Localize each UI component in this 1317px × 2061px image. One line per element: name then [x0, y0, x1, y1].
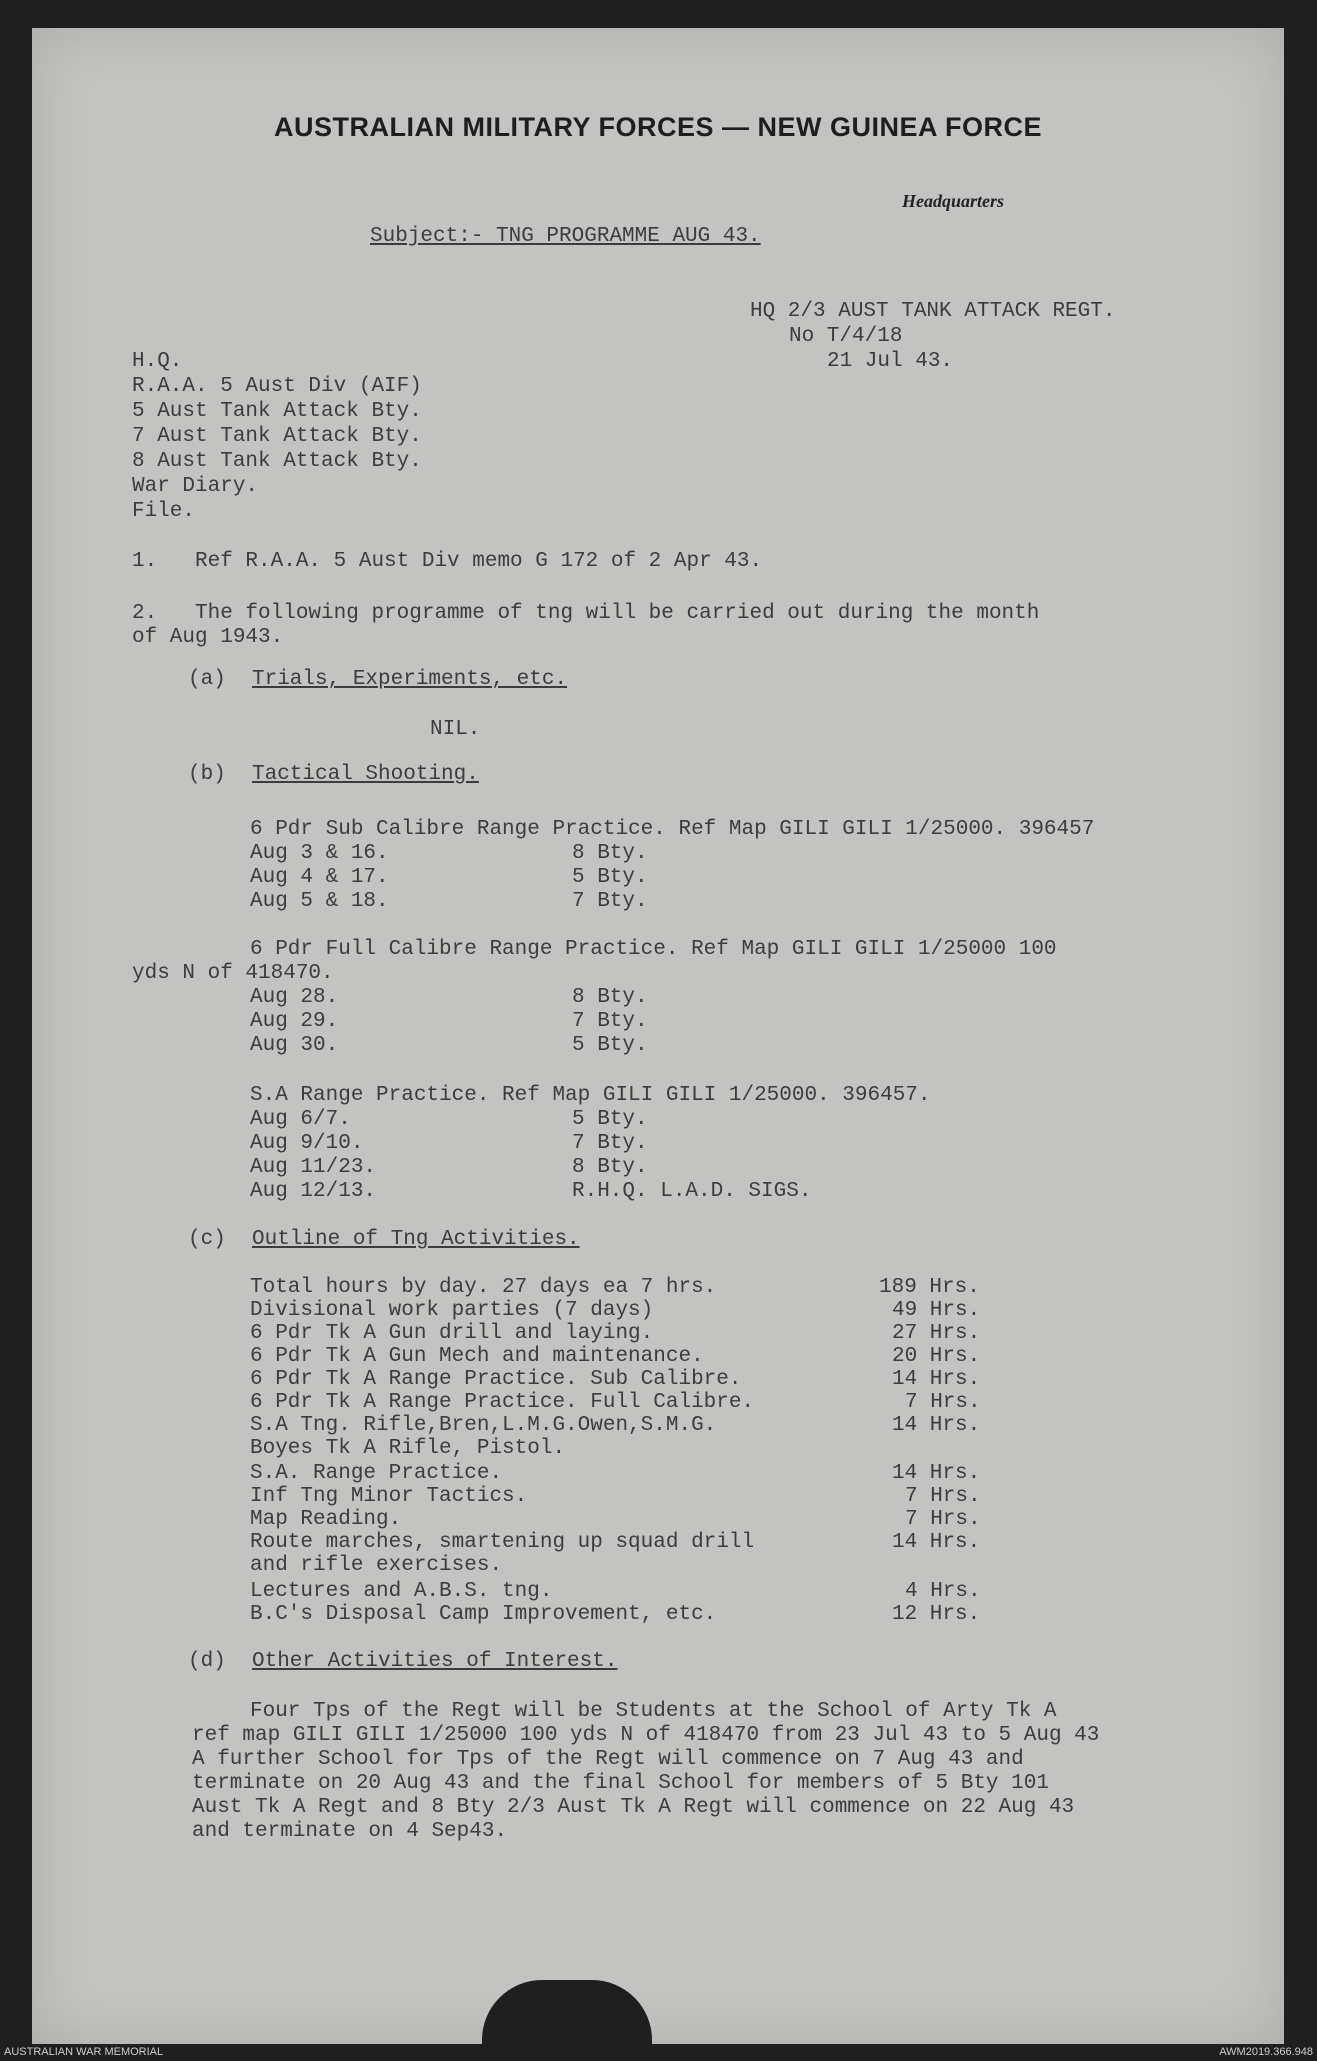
activity-item: Boyes Tk A Rifle, Pistol. [250, 1437, 566, 1460]
schedule-date: Aug 11/23. [250, 1156, 377, 1179]
section-d-line: Four Tps of the Regt will be Students at the School of Arty Tk A [250, 1700, 1057, 1723]
activity-hours: 14 Hrs. [892, 1462, 981, 1485]
paragraph-2-line: 2. The following programme of tng will be carried out during the month [132, 602, 1040, 625]
section-b-label: (b) [188, 763, 226, 786]
section-d-line: Aust Tk A Regt and 8 Bty 2/3 Aust Tk A Regt will commence on 22 Aug 43 [192, 1796, 1075, 1819]
addressee: R.A.A. 5 Aust Div (AIF) [132, 375, 422, 398]
sa-range-title: S.A Range Practice. Ref Map GILI GILI 1/25000. 396457. [250, 1084, 931, 1107]
sub-calibre-title: 6 Pdr Sub Calibre Range Practice. Ref Map GILI GILI 1/25000. 396457 [250, 818, 1095, 841]
activity-item: Divisional work parties (7 days) [250, 1299, 654, 1322]
schedule-unit: 8 Bty. [572, 1156, 648, 1179]
section-a-label: (a) [188, 668, 226, 691]
activity-hours: 4 Hrs. [905, 1580, 981, 1603]
activity-item: Total hours by day. 27 days ea 7 hrs. [250, 1276, 717, 1299]
activity-hours: 49 Hrs. [892, 1299, 981, 1322]
schedule-unit: 5 Bty. [572, 1108, 648, 1131]
torn-edge [482, 1980, 652, 2060]
section-c-label: (c) [188, 1228, 226, 1251]
headquarters-label: Headquarters [902, 191, 1005, 211]
activity-hours: 7 Hrs. [905, 1391, 981, 1414]
schedule-unit: 8 Bty. [572, 842, 648, 865]
activity-item: 6 Pdr Tk A Gun drill and laying. [250, 1322, 654, 1345]
schedule-date: Aug 3 & 16. [250, 842, 389, 865]
footer-credit: AUSTRALIAN WAR MEMORIAL [4, 2046, 164, 2058]
section-d-heading: Other Activities of Interest. [252, 1650, 618, 1673]
section-c-heading: Outline of Tng Activities. [252, 1228, 580, 1251]
document-page [32, 28, 1284, 2044]
footer-accession-number: AWM2019.366.948 [1219, 2046, 1313, 2058]
addressee: 7 Aust Tank Attack Bty. [132, 425, 422, 448]
reference-number: No T/4/18 [789, 325, 903, 348]
full-calibre-title: 6 Pdr Full Calibre Range Practice. Ref Map GILI GILI 1/25000 100 [250, 938, 1057, 961]
schedule-unit: 7 Bty. [572, 1010, 648, 1033]
letterhead-title: AUSTRALIAN MILITARY FORCES — NEW GUINEA FORCE [274, 112, 1042, 142]
activity-item: and rifle exercises. [250, 1554, 503, 1577]
schedule-unit: R.H.Q. L.A.D. SIGS. [572, 1180, 812, 1203]
addressee: 8 Aust Tank Attack Bty. [132, 450, 422, 473]
paragraph-2-line: of Aug 1943. [132, 626, 284, 649]
schedule-unit: 8 Bty. [572, 986, 648, 1009]
schedule-date: Aug 5 & 18. [250, 890, 389, 913]
activity-item: Route marches, smartening up squad drill [250, 1531, 755, 1554]
activity-item: 6 Pdr Tk A Gun Mech and maintenance. [250, 1345, 704, 1368]
schedule-date: Aug 12/13. [250, 1180, 377, 1203]
schedule-unit: 7 Bty. [572, 1132, 648, 1155]
activity-hours: 7 Hrs. [905, 1508, 981, 1531]
section-d-line: ref map GILI GILI 1/25000 100 yds N of 418470 from 23 Jul 43 to 5 Aug 43 [192, 1724, 1100, 1747]
schedule-unit: 5 Bty. [572, 1034, 648, 1057]
section-d-line: and terminate on 4 Sep43. [192, 1820, 508, 1843]
section-d-line: A further School for Tps of the Regt will commence on 7 Aug 43 and [192, 1748, 1024, 1771]
section-d-line: terminate on 20 Aug 43 and the final School for members of 5 Bty 101 [192, 1772, 1049, 1795]
activity-hours: 20 Hrs. [892, 1345, 981, 1368]
subject-line: Subject:- TNG PROGRAMME AUG 43. [370, 225, 761, 248]
schedule-unit: 7 Bty. [572, 890, 648, 913]
activity-item: Map Reading. [250, 1508, 402, 1531]
addressee: File. [132, 500, 196, 523]
activity-item: S.A Tng. Rifle,Bren,L.M.G.Owen,S.M.G. [250, 1414, 717, 1437]
paragraph-1: 1. Ref R.A.A. 5 Aust Div memo G 172 of 2 Apr 43. [132, 550, 763, 573]
activity-hours: 14 Hrs. [892, 1368, 981, 1391]
section-a-heading: Trials, Experiments, etc. [252, 668, 568, 691]
schedule-unit: 5 Bty. [572, 866, 648, 889]
schedule-date: Aug 30. [250, 1034, 339, 1057]
addressee: H.Q. [132, 350, 183, 373]
schedule-date: Aug 28. [250, 986, 339, 1009]
section-d-label: (d) [188, 1650, 226, 1673]
activity-hours: 12 Hrs. [892, 1603, 981, 1626]
reference-date: 21 Jul 43. [827, 350, 954, 373]
addressee: War Diary. [132, 475, 259, 498]
schedule-date: Aug 4 & 17. [250, 866, 389, 889]
activity-hours: 7 Hrs. [905, 1485, 981, 1508]
schedule-date: Aug 29. [250, 1010, 339, 1033]
schedule-date: Aug 6/7. [250, 1108, 351, 1131]
activity-item: Inf Tng Minor Tactics. [250, 1485, 528, 1508]
activity-hours: 14 Hrs. [892, 1531, 981, 1554]
activity-item: S.A. Range Practice. [250, 1462, 503, 1485]
section-a-body: NIL. [430, 718, 481, 741]
reference-unit: HQ 2/3 AUST TANK ATTACK REGT. [750, 300, 1116, 323]
activity-hours: 14 Hrs. [892, 1414, 981, 1437]
activity-item: 6 Pdr Tk A Range Practice. Full Calibre. [250, 1391, 755, 1414]
activity-item: B.C's Disposal Camp Improvement, etc. [250, 1603, 717, 1626]
activity-item: Lectures and A.B.S. tng. [250, 1580, 553, 1603]
activity-hours: 27 Hrs. [892, 1322, 981, 1345]
full-calibre-title-cont: yds N of 418470. [132, 962, 334, 985]
addressee: 5 Aust Tank Attack Bty. [132, 400, 422, 423]
section-b-heading: Tactical Shooting. [252, 763, 479, 786]
schedule-date: Aug 9/10. [250, 1132, 364, 1155]
activity-hours: 189 Hrs. [879, 1276, 980, 1299]
activity-item: 6 Pdr Tk A Range Practice. Sub Calibre. [250, 1368, 742, 1391]
